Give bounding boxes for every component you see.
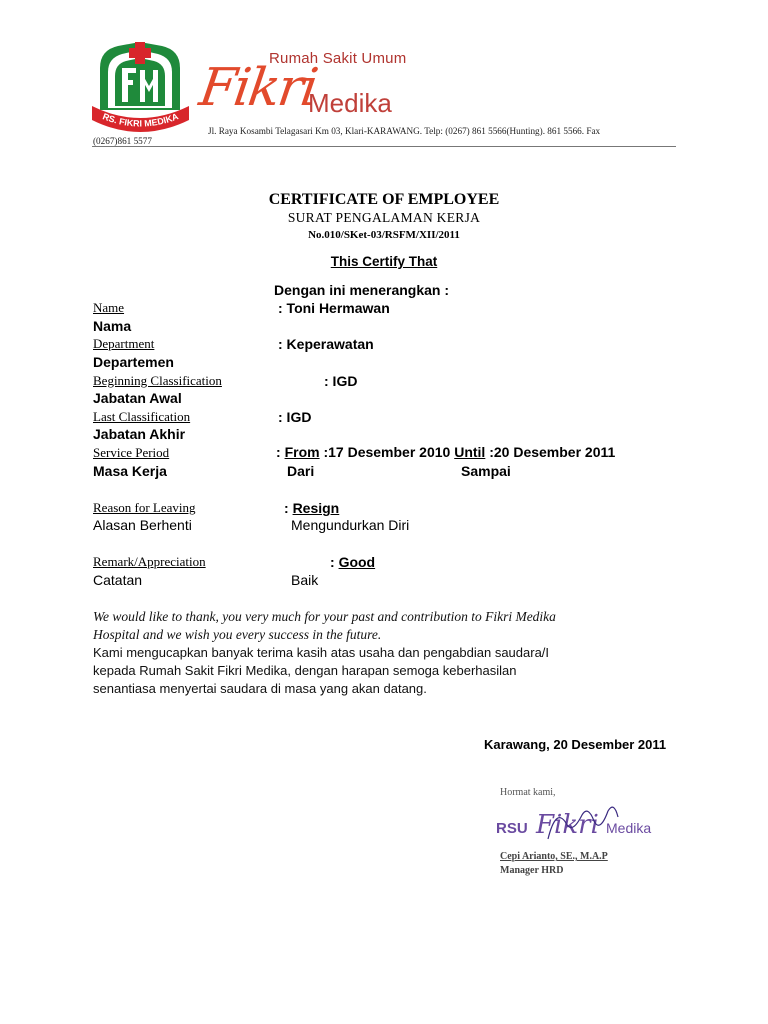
service-from-label: From: [284, 444, 320, 460]
last-classification-label-en: Last Classification: [93, 409, 191, 424]
reason-value-en: Resign: [292, 500, 340, 516]
certificate-title: CERTIFICATE OF EMPLOYEE: [268, 191, 500, 208]
brand-subtitle: Rumah Sakit Umum: [269, 50, 407, 67]
stamp-script-text: Fikri: [536, 810, 599, 840]
beginning-classification-label-id: Jabatan Awal: [93, 390, 182, 406]
service-until-label: Until: [454, 444, 486, 460]
service-dari-label: Dari: [287, 463, 315, 479]
closing-english-line-1: We would like to thank, you very much for your past and contribution to Fikri Medika: [93, 609, 556, 624]
service-until-value: :20 Desember 2011: [489, 444, 616, 460]
signer-name: Cepi Arianto, SE., M.A.P: [500, 851, 608, 862]
address-line-1: Jl. Raya Kosambi Telagasari Km 03, Klari-KARAWANG. Telp: (0267) 861 5566(Hunting). 861 5566. Fax: [208, 126, 601, 136]
remark-label-en: Remark/Appreciation: [93, 554, 206, 569]
signer-title: Manager HRD: [500, 865, 564, 876]
place-date: Karawang, 20 Desember 2011: [484, 737, 667, 752]
signature-greeting: Hormat kami,: [500, 787, 556, 798]
brand-script-fikri: Fikri: [195, 58, 320, 118]
certify-heading-id: Dengan ini menerangkan :: [274, 282, 450, 298]
service-colon: :: [276, 444, 281, 460]
beginning-classification-label-en: Beginning Classification: [93, 373, 222, 388]
hospital-logotype: [195, 50, 430, 132]
beginning-classification-value: : IGD: [324, 373, 358, 389]
reason-colon: :: [284, 500, 289, 516]
last-classification-value: : IGD: [278, 409, 312, 425]
remark-value: [330, 554, 375, 570]
closing-english-line-2: Hospital and we wish you every success in the future.: [93, 627, 382, 642]
header-divider: [92, 146, 676, 147]
service-period-value: [276, 444, 615, 460]
stamp-rsu-text: RSU: [496, 820, 528, 837]
department-label-en: Department: [93, 336, 155, 351]
closing-indonesian-line-2: kepada Rumah Sakit Fikri Medika, dengan harapan semoga keberhasilan: [93, 663, 517, 678]
department-value: : Keperawatan: [278, 336, 374, 352]
emblem-ribbon-text: RS. FIKRI MEDIKA: [101, 111, 180, 129]
service-sampai-label: Sampai: [461, 463, 511, 479]
stamp-medika-text: Medika: [606, 820, 652, 836]
hospital-emblem-logo: [88, 40, 193, 132]
address-line-2: (0267)861 5577: [93, 136, 152, 146]
hospital-stamp-logo: [496, 803, 676, 843]
remark-colon: :: [330, 554, 335, 570]
reason-label-en: Reason for Leaving: [93, 500, 196, 515]
certificate-subtitle: SURAT PENGALAMAN KERJA: [287, 210, 481, 225]
name-label-id: Nama: [93, 318, 132, 334]
certify-heading-en: This Certify That: [330, 254, 438, 269]
reason-value: [284, 500, 339, 516]
name-value: : Toni Hermawan: [278, 300, 390, 316]
department-label-id: Departemen: [93, 354, 174, 370]
remark-value-en: Good: [338, 554, 376, 570]
last-classification-label-id: Jabatan Akhir: [93, 426, 186, 442]
reason-value-id: Mengundurkan Diri: [291, 517, 410, 533]
reason-label-id: Alasan Berhenti: [93, 517, 192, 533]
service-period-label-id: Masa Kerja: [93, 463, 167, 479]
brand-medika: Medika: [308, 88, 392, 118]
name-label-en: Name: [93, 300, 125, 315]
remark-value-id: Baik: [291, 572, 319, 588]
service-from-value: :17 Desember 2010: [323, 444, 451, 460]
service-period-label-en: Service Period: [93, 445, 170, 460]
closing-indonesian-line-3: senantiasa menyertai saudara di masa yang akan datang.: [93, 681, 427, 696]
certificate-number: No.010/SKet-03/RSFM/XII/2011: [308, 229, 460, 241]
closing-indonesian-line-1: Kami mengucapkan banyak terima kasih atas usaha dan pengabdian saudara/I: [93, 645, 550, 660]
remark-label-id: Catatan: [93, 572, 143, 588]
